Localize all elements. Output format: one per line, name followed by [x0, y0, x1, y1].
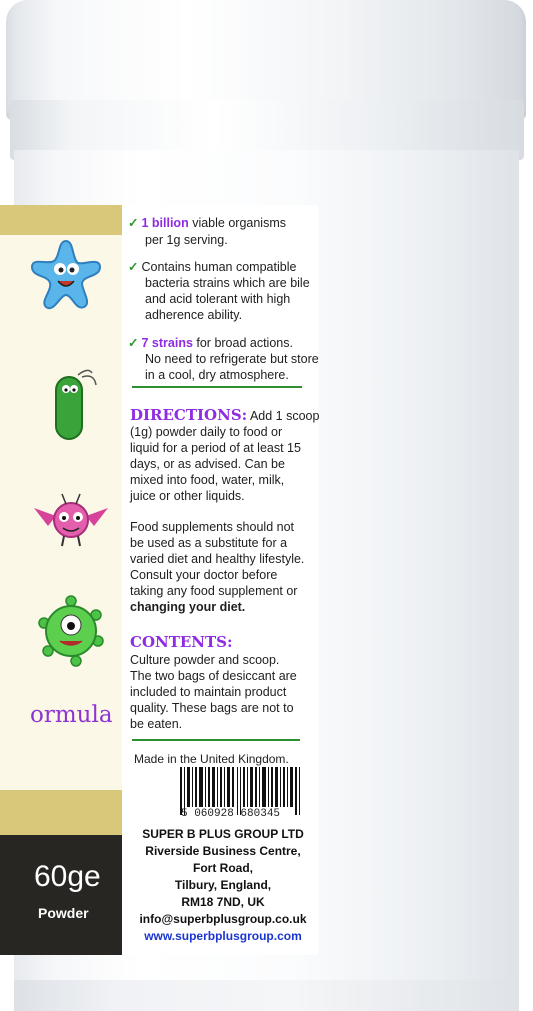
warning-line-3: varied diet and healthy lifestyle.	[130, 552, 305, 566]
warning-line-5: taking any food supplement or	[130, 584, 298, 598]
benefit-3-line-2: No need to refrigerate but store	[145, 352, 319, 366]
contents-line-3: included to maintain product	[130, 685, 287, 699]
company-email: info@superbplusgroup.co.uk	[139, 912, 307, 926]
directions-line-2: (1g) powder daily to food or	[130, 425, 283, 439]
directions-line-1	[130, 407, 319, 424]
benefit-3-highlight: 7 strains	[141, 336, 193, 350]
benefit-3-text: for broad actions.	[192, 336, 293, 350]
company-address-line-3: Fort Road,	[193, 861, 253, 875]
company-address-line-5: RM18 7ND, UK	[181, 895, 265, 909]
benefit-3-line-3: in a cool, dry atmosphere.	[145, 368, 289, 382]
front-label-top-band	[0, 205, 122, 235]
warning-line-2: be used as a substitute for a	[130, 536, 288, 550]
checkmark-icon: ✓	[128, 260, 139, 274]
benefit-1-line-2: per 1g serving.	[145, 233, 228, 247]
net-weight-text: 60ge	[34, 860, 101, 893]
benefit-1-text: viable organisms	[188, 216, 286, 230]
checkmark-icon: ✓	[128, 216, 139, 230]
divider	[132, 739, 300, 741]
origin-text: Made in the United Kingdom.	[134, 752, 289, 766]
company-address-line-4: Tilbury, England,	[174, 878, 272, 892]
directions-line-3: liquid for a period of at least 15	[130, 441, 301, 455]
warning-line-4: Consult your doctor before	[130, 568, 278, 582]
directions-line-6: juice or other liquids.	[130, 489, 245, 503]
contents-line-2: The two bags of desiccant are	[130, 669, 297, 683]
benefit-2-line-2: bacteria strains which are bile	[145, 276, 310, 290]
formula-text: ormula	[30, 702, 113, 728]
company-address-line-2: Riverside Business Centre,	[145, 844, 301, 858]
contents-line-1: Culture powder and scoop.	[130, 653, 280, 667]
benefit-2	[128, 259, 296, 275]
benefit-1	[128, 215, 286, 231]
contents-heading-row	[130, 634, 233, 651]
directions-line-5: mixed into food, water, milk,	[130, 473, 285, 487]
warning-line-6: changing your diet.	[130, 600, 246, 614]
directions-text: Add 1 scoop	[247, 409, 320, 423]
benefit-3	[128, 335, 293, 351]
green-virus-icon	[38, 593, 104, 667]
warning-line-1: Food supplements should not	[130, 520, 294, 534]
directions-line-4: days, or as advised. Can be	[130, 457, 285, 471]
benefit-2-text: Contains human compatible	[141, 260, 297, 274]
jar-base	[14, 980, 519, 1011]
company-name: SUPER B PLUS GROUP LTD	[142, 827, 304, 841]
company-website: www.superbplusgroup.com	[144, 929, 302, 943]
benefit-2-line-3: and acid tolerant with high	[145, 292, 291, 306]
powder-text: Powder	[38, 905, 89, 921]
pink-bat-germ-icon	[30, 490, 112, 550]
benefit-2-line-4: adherence ability.	[145, 308, 243, 322]
contents-line-4: quality. These bags are not to	[130, 701, 294, 715]
benefit-1-highlight: 1 billion	[141, 216, 189, 230]
front-label-dark-band	[0, 835, 122, 955]
directions-heading: DIRECTIONS:	[130, 406, 248, 424]
contents-line-5: be eaten.	[130, 717, 183, 731]
front-label	[0, 205, 122, 955]
contents-heading: CONTENTS:	[130, 633, 233, 651]
divider	[132, 386, 302, 388]
green-bacillus-icon	[48, 365, 98, 445]
barcode-number: 5 060928 680345	[181, 808, 281, 820]
blue-germ-icon	[28, 237, 104, 317]
checkmark-icon: ✓	[128, 336, 139, 350]
